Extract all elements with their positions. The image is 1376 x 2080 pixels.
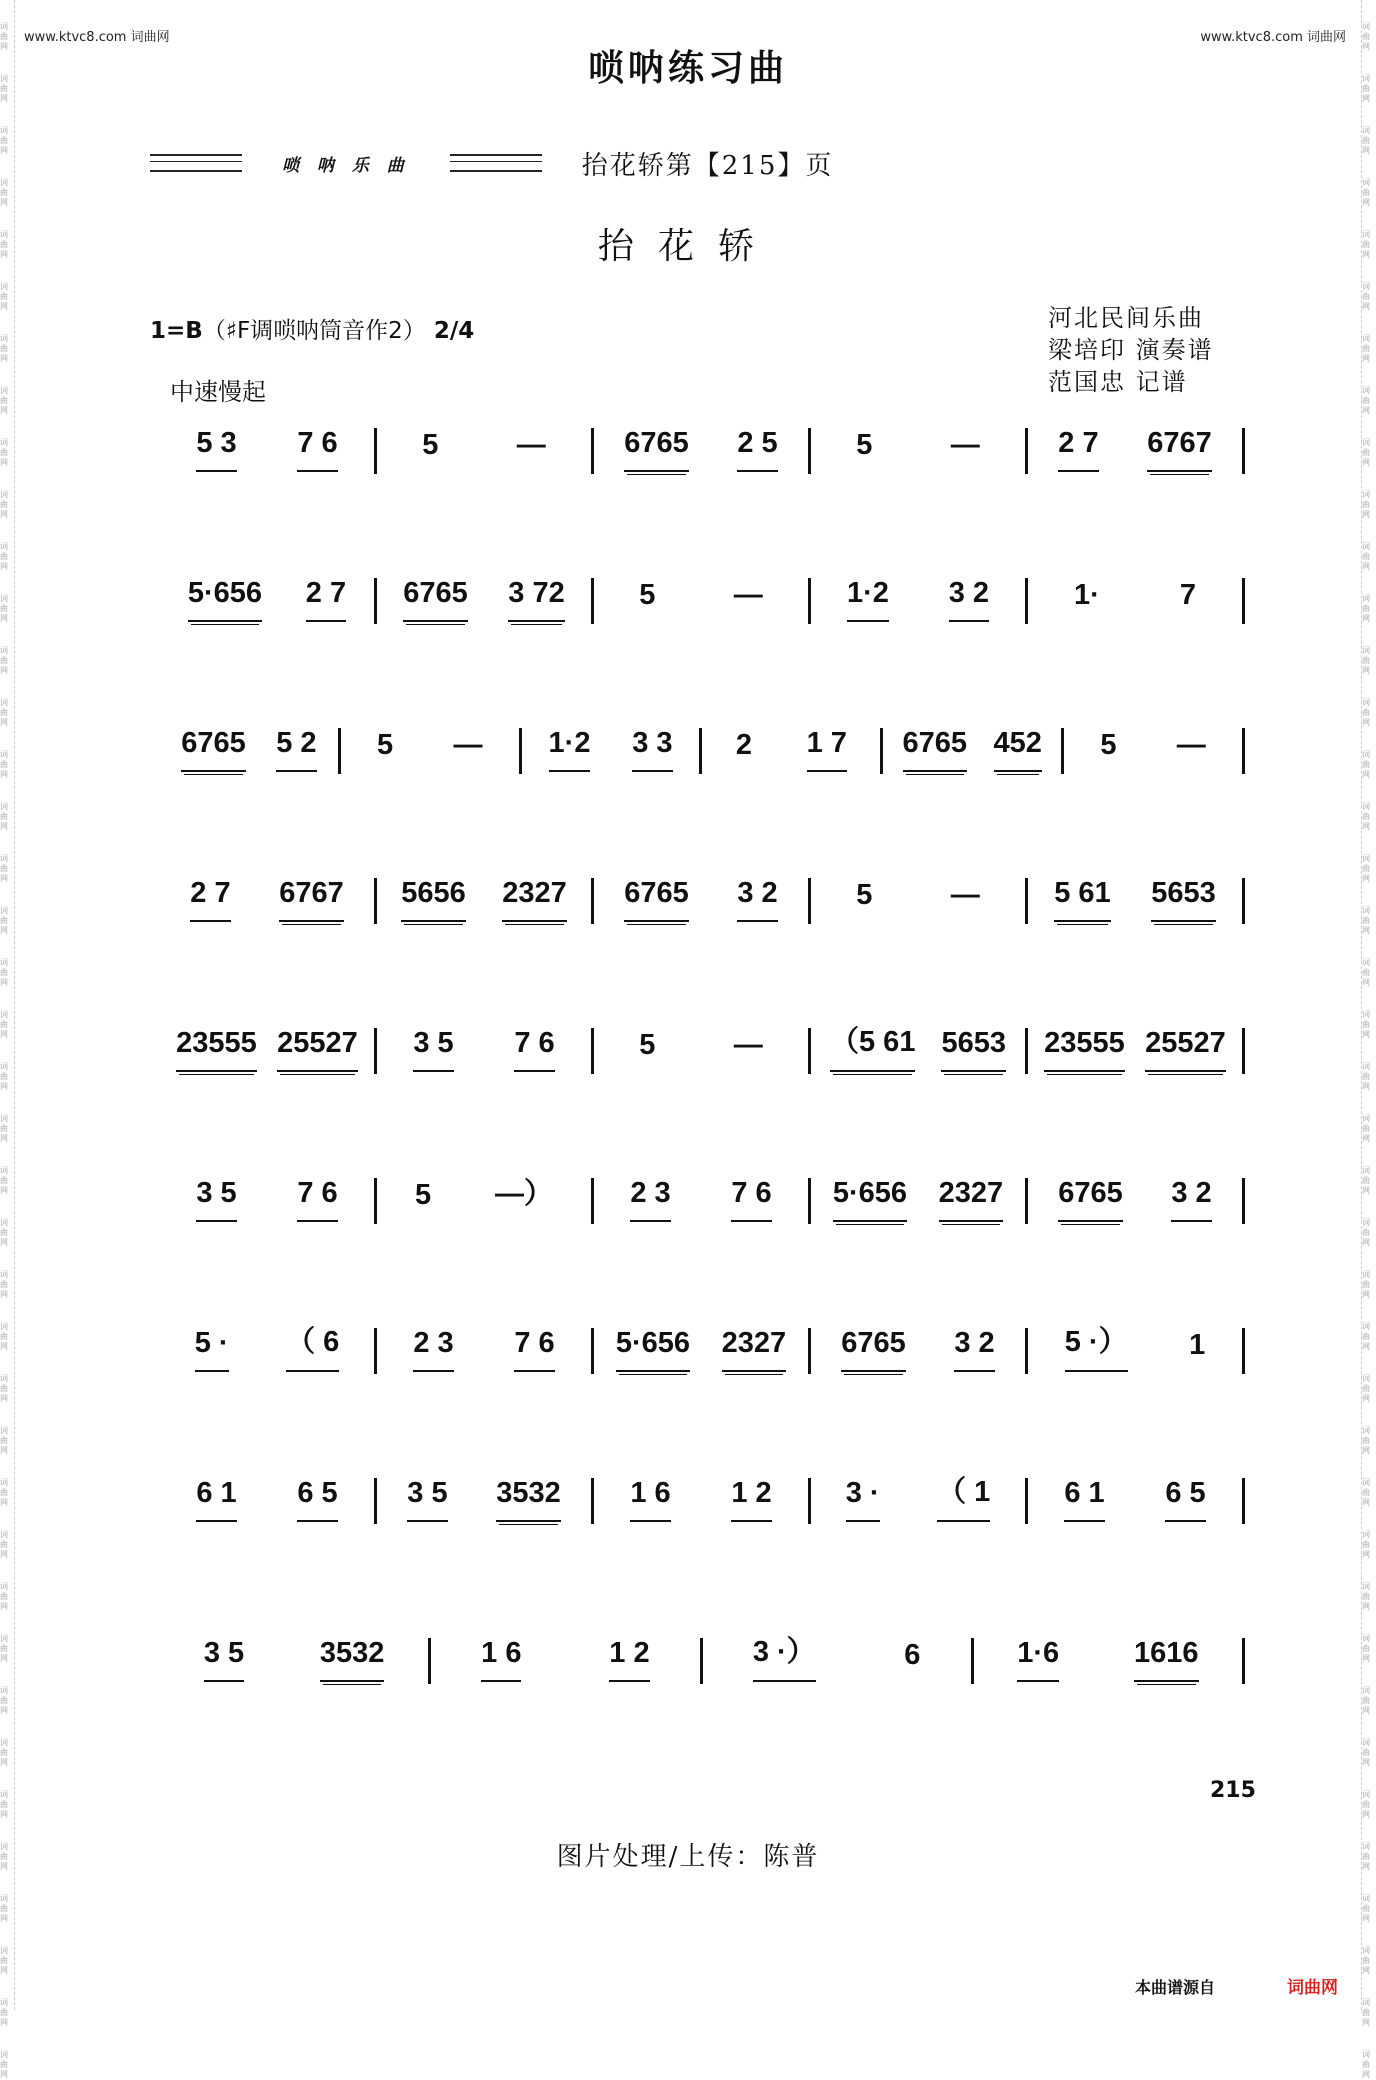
note-group: 2 3 <box>413 1327 453 1372</box>
note-group: 6 5 <box>297 1477 337 1522</box>
measure <box>594 1477 808 1528</box>
note-group: — <box>950 879 980 911</box>
decorative-staff-icon <box>450 154 542 172</box>
note-group: 3 2 <box>1171 1177 1211 1222</box>
measure <box>883 727 1061 778</box>
measure <box>431 1637 699 1688</box>
note-group: 2 7 <box>306 577 346 622</box>
side-watermark-text: 词曲网 <box>1362 1322 1370 1351</box>
note-group: 6765 <box>624 427 689 472</box>
score-row <box>160 1168 1245 1228</box>
note-group: 5 <box>639 1029 656 1061</box>
page-reference: 抬花轿第【215】页 <box>581 150 834 181</box>
note-group: 1 <box>1189 1329 1206 1361</box>
bar-line <box>1242 1478 1245 1524</box>
note-group: — <box>733 579 763 611</box>
score-row <box>160 868 1245 928</box>
score-row <box>160 568 1245 628</box>
watermark-url-left: www.ktvc8.com 词曲网 <box>24 30 170 45</box>
side-watermark-text: 词曲网 <box>1362 334 1370 363</box>
note-group: （5 61 <box>830 1019 915 1072</box>
note-group: 3 · <box>846 1477 880 1522</box>
decorative-staff-icon <box>150 154 242 172</box>
side-watermark-text: 词曲网 <box>1362 386 1370 415</box>
side-watermark-text: 词曲网 <box>1362 74 1370 103</box>
side-watermark-text: 词曲网 <box>1362 1166 1370 1195</box>
note-group: 1 7 <box>807 727 847 772</box>
side-watermark-text: 词曲网 <box>0 490 8 519</box>
note-group: 3 5 <box>196 1177 236 1222</box>
bar-line <box>1242 1328 1245 1374</box>
side-watermark-text: 词曲网 <box>0 750 8 779</box>
score-row <box>160 1468 1245 1528</box>
side-watermark-text: 词曲网 <box>1362 906 1370 935</box>
note-group: 2 7 <box>190 877 230 922</box>
credit-line: 河北民间乐曲 <box>1048 304 1204 332</box>
side-watermark-text: 词曲网 <box>1362 1010 1370 1039</box>
page-number: 215 <box>1210 1778 1256 1803</box>
side-watermark-text: 词曲网 <box>0 438 8 467</box>
note-group: 5 <box>1100 729 1117 761</box>
note-group: 5 <box>856 429 873 461</box>
side-watermark-text: 词曲网 <box>0 1374 8 1403</box>
note-group: 3 72 <box>508 577 564 622</box>
note-group: 7 6 <box>297 1177 337 1222</box>
side-watermark-text: 词曲网 <box>0 854 8 883</box>
bar-line <box>1242 1638 1245 1684</box>
side-watermark-text: 词曲网 <box>0 1062 8 1091</box>
score-row <box>160 1318 1245 1378</box>
side-watermark-text: 词曲网 <box>0 698 8 727</box>
measure <box>377 1327 591 1378</box>
side-watermark-text: 词曲网 <box>0 542 8 571</box>
key: 1=B <box>150 318 203 344</box>
time-signature: 2/4 <box>433 318 475 344</box>
note-group: 6765 <box>903 727 968 772</box>
note-group: 7 6 <box>297 427 337 472</box>
measure <box>594 579 808 628</box>
side-watermark-text: 词曲网 <box>1362 698 1370 727</box>
measure <box>594 1029 808 1078</box>
note-group: 23555 <box>176 1027 257 1072</box>
note-group: — <box>733 1029 763 1061</box>
side-watermark-text: 词曲网 <box>0 230 8 259</box>
note-group: 3532 <box>320 1637 385 1682</box>
band-label: 唢 呐 乐 曲 <box>282 155 410 176</box>
note-group: —） <box>495 1178 554 1210</box>
measure <box>811 1177 1025 1228</box>
side-watermark-text: 词曲网 <box>1362 1426 1370 1455</box>
measure <box>522 727 700 778</box>
note-group: 5 ·） <box>1065 1319 1128 1372</box>
measure <box>811 1019 1025 1078</box>
left-watermark-strip <box>0 0 15 2079</box>
note-group: 5 <box>856 879 873 911</box>
note-group: 6765 <box>841 1327 906 1372</box>
side-watermark-text: 词曲网 <box>1362 1738 1370 1767</box>
watermark-url-right: www.ktvc8.com 词曲网 <box>1200 30 1346 45</box>
bar-line <box>1242 878 1245 924</box>
key-note: （♯F调唢呐筒音作2） <box>202 318 426 344</box>
note-group: 1 6 <box>630 1477 670 1522</box>
side-watermark-text: 词曲网 <box>1362 438 1370 467</box>
note-group: 5 · <box>195 1327 229 1372</box>
measure <box>1028 579 1242 628</box>
note-group: 3 5 <box>407 1477 447 1522</box>
measure <box>594 427 808 478</box>
side-watermark-text: 词曲网 <box>0 1582 8 1611</box>
note-group: — <box>950 429 980 461</box>
measure <box>1028 1177 1242 1228</box>
side-watermark-text: 词曲网 <box>1362 178 1370 207</box>
note-group: 1 2 <box>731 1477 771 1522</box>
side-watermark-text: 词曲网 <box>0 334 8 363</box>
note-group: 7 6 <box>514 1027 554 1072</box>
side-watermark-text: 词曲网 <box>1362 854 1370 883</box>
note-group: 6 <box>904 1639 921 1671</box>
note-group: 5 <box>377 729 394 761</box>
note-group: 3 5 <box>413 1027 453 1072</box>
side-watermark-text: 词曲网 <box>1362 1686 1370 1715</box>
side-watermark-text: 词曲网 <box>1362 1582 1370 1611</box>
note-group: 2 <box>735 729 752 761</box>
note-group: 5·656 <box>616 1327 690 1372</box>
side-watermark-text: 词曲网 <box>1362 542 1370 571</box>
side-watermark-text: 词曲网 <box>0 1738 8 1767</box>
bar-line <box>1242 1028 1245 1074</box>
side-watermark-text: 词曲网 <box>1362 1478 1370 1507</box>
side-watermark-text: 词曲网 <box>0 1790 8 1819</box>
side-watermark-text: 词曲网 <box>0 1634 8 1663</box>
side-watermark-text: 词曲网 <box>0 22 8 51</box>
measure <box>594 1177 808 1228</box>
note-group: — <box>1176 729 1206 761</box>
note-group: 6767 <box>279 877 344 922</box>
measure <box>1064 729 1242 778</box>
measure <box>160 1027 374 1078</box>
song-title: 抬花轿 <box>597 226 778 267</box>
note-group: 452 <box>994 727 1042 772</box>
note-group: — <box>516 429 546 461</box>
note-group: 3 2 <box>949 577 989 622</box>
side-watermark-text: 词曲网 <box>0 1842 8 1871</box>
note-group: 2 3 <box>630 1177 670 1222</box>
measure <box>341 729 519 778</box>
measure <box>160 577 374 628</box>
note-group: — <box>453 729 483 761</box>
side-watermark-text: 词曲网 <box>0 178 8 207</box>
measure <box>160 727 338 778</box>
bar-line <box>1242 1178 1245 1224</box>
side-watermark-text: 词曲网 <box>0 1894 8 1923</box>
measure <box>811 1327 1025 1378</box>
side-watermark-text: 词曲网 <box>0 802 8 831</box>
note-group: （ 6 <box>286 1319 339 1372</box>
note-group: 5 2 <box>276 727 316 772</box>
note-group: 2 5 <box>737 427 777 472</box>
note-group: 3532 <box>496 1477 561 1522</box>
measure <box>377 429 591 478</box>
note-group: 6765 <box>1058 1177 1123 1222</box>
side-watermark-text: 词曲网 <box>0 1686 8 1715</box>
note-group: 6767 <box>1147 427 1212 472</box>
note-group: 7 6 <box>514 1327 554 1372</box>
note-group: 1616 <box>1134 1637 1199 1682</box>
measure <box>811 879 1025 928</box>
side-watermark-text: 词曲网 <box>1362 958 1370 987</box>
note-group: 1· <box>1074 579 1100 611</box>
side-watermark-text: 词曲网 <box>0 1322 8 1351</box>
uploader-credit: 图片处理/上传：陈普 <box>556 1842 820 1872</box>
score-row <box>160 1628 1245 1688</box>
measure <box>703 1629 971 1688</box>
score-row <box>160 718 1245 778</box>
note-group: 3 2 <box>954 1327 994 1372</box>
note-group: 6765 <box>624 877 689 922</box>
note-group: 25527 <box>1145 1027 1226 1072</box>
credit-line: 范国忠 记谱 <box>1048 368 1188 396</box>
side-watermark-text: 词曲网 <box>1362 230 1370 259</box>
measure <box>160 1477 374 1528</box>
measure <box>377 1171 591 1228</box>
bar-line <box>1242 578 1245 624</box>
side-watermark-text: 词曲网 <box>1362 1218 1370 1247</box>
measure <box>377 1477 591 1528</box>
side-watermark-text: 词曲网 <box>1362 490 1370 519</box>
measure <box>594 877 808 928</box>
measure <box>1028 877 1242 928</box>
note-group: 5653 <box>941 1027 1006 1072</box>
measure <box>974 1637 1242 1688</box>
side-watermark-text: 词曲网 <box>1362 1114 1370 1143</box>
side-watermark-text: 词曲网 <box>1362 1062 1370 1091</box>
page-title: 唢呐练习曲 <box>587 47 788 89</box>
source-note: 本曲谱源自 <box>1135 1978 1216 1997</box>
side-watermark-text: 词曲网 <box>1362 126 1370 155</box>
side-watermark-text: 词曲网 <box>1362 594 1370 623</box>
note-group: 5 <box>422 429 439 461</box>
credit-line: 梁培印 演奏谱 <box>1048 336 1214 364</box>
side-watermark-text: 词曲网 <box>0 958 8 987</box>
side-watermark-text: 词曲网 <box>0 1114 8 1143</box>
note-group: 3 ·） <box>753 1629 816 1682</box>
measure <box>811 429 1025 478</box>
measure <box>702 727 880 778</box>
side-watermark-text: 词曲网 <box>0 282 8 311</box>
score-row <box>160 418 1245 478</box>
measure <box>1028 1319 1242 1378</box>
measure <box>160 427 374 478</box>
side-watermark-text: 词曲网 <box>0 594 8 623</box>
side-watermark-text: 词曲网 <box>1362 1634 1370 1663</box>
note-group: 5 <box>639 579 656 611</box>
side-watermark-text: 词曲网 <box>0 1998 8 2027</box>
side-watermark-text: 词曲网 <box>0 1218 8 1247</box>
side-watermark-text: 词曲网 <box>0 1530 8 1559</box>
note-group: 5656 <box>401 877 466 922</box>
side-watermark-text: 词曲网 <box>1362 282 1370 311</box>
right-watermark-strip <box>1361 0 1376 2079</box>
measure <box>377 1027 591 1078</box>
side-watermark-text: 词曲网 <box>1362 2050 1370 2079</box>
measure <box>160 1177 374 1228</box>
side-watermark-text: 词曲网 <box>1362 802 1370 831</box>
note-group: 6765 <box>181 727 246 772</box>
note-group: 7 6 <box>731 1177 771 1222</box>
note-group: 1·6 <box>1017 1637 1059 1682</box>
side-watermark-text: 词曲网 <box>0 1270 8 1299</box>
measure <box>1028 1027 1242 1078</box>
note-group: 2327 <box>722 1327 787 1372</box>
side-watermark-text: 词曲网 <box>1362 1946 1370 1975</box>
measure <box>1028 1477 1242 1528</box>
side-watermark-text: 词曲网 <box>1362 1270 1370 1299</box>
note-group: 6 1 <box>196 1477 236 1522</box>
side-watermark-text: 词曲网 <box>1362 1790 1370 1819</box>
note-group: 5 <box>414 1179 432 1211</box>
measure <box>377 577 591 628</box>
side-watermark-text: 词曲网 <box>0 1166 8 1195</box>
side-watermark-text: 词曲网 <box>0 646 8 675</box>
note-group: （ 1 <box>937 1469 990 1522</box>
bar-line <box>1242 428 1245 474</box>
side-watermark-text: 词曲网 <box>0 2050 8 2079</box>
key-signature <box>150 312 474 345</box>
measure <box>811 1469 1025 1528</box>
measure <box>1028 427 1242 478</box>
measure <box>594 1327 808 1378</box>
side-watermark-text: 词曲网 <box>0 906 8 935</box>
side-watermark-text: 词曲网 <box>1362 750 1370 779</box>
note-group: 5 3 <box>196 427 236 472</box>
side-watermark-text: 词曲网 <box>1362 1842 1370 1871</box>
credits <box>1048 302 1214 398</box>
side-watermark-text: 词曲网 <box>1362 1374 1370 1403</box>
note-group: 2327 <box>939 1177 1004 1222</box>
measure <box>160 1637 428 1688</box>
tempo-marking: 中速慢起 <box>170 378 266 406</box>
measure <box>160 877 374 928</box>
measure <box>377 877 591 928</box>
side-watermark-text: 词曲网 <box>0 1426 8 1455</box>
note-group: 3 3 <box>632 727 672 772</box>
note-group: 23555 <box>1044 1027 1125 1072</box>
side-watermark-text: 词曲网 <box>0 1946 8 1975</box>
measure <box>811 577 1025 628</box>
side-watermark-text: 词曲网 <box>1362 22 1370 51</box>
note-group: 6765 <box>403 577 468 622</box>
note-group: 1 6 <box>481 1637 521 1682</box>
note-group: 5653 <box>1151 877 1216 922</box>
note-group: 3 2 <box>737 877 777 922</box>
note-group: 1·2 <box>847 577 889 622</box>
note-group: 6 1 <box>1064 1477 1104 1522</box>
score-row <box>160 1018 1245 1078</box>
note-group: 5·656 <box>833 1177 907 1222</box>
measure <box>160 1319 374 1378</box>
bar-line <box>1242 728 1245 774</box>
source-brand: 词曲网 <box>1287 1978 1338 1998</box>
note-group: 3 5 <box>204 1637 244 1682</box>
note-group: 2 7 <box>1058 427 1098 472</box>
note-group: 2327 <box>502 877 567 922</box>
side-watermark-text: 词曲网 <box>0 1010 8 1039</box>
note-group: 5 61 <box>1054 877 1110 922</box>
note-group: 5·656 <box>188 577 262 622</box>
note-group: 7 <box>1179 579 1196 611</box>
side-watermark-text: 词曲网 <box>0 126 8 155</box>
note-group: 1 2 <box>609 1637 649 1682</box>
side-watermark-text: 词曲网 <box>1362 646 1370 675</box>
header-band <box>150 146 833 180</box>
note-group: 6 5 <box>1165 1477 1205 1522</box>
side-watermark-text: 词曲网 <box>1362 1894 1370 1923</box>
side-watermark-text: 词曲网 <box>1362 1530 1370 1559</box>
note-group: 1·2 <box>549 727 591 772</box>
side-watermark-text: 词曲网 <box>0 74 8 103</box>
side-watermark-text: 词曲网 <box>1362 1998 1370 2027</box>
side-watermark-text: 词曲网 <box>0 1478 8 1507</box>
side-watermark-text: 词曲网 <box>0 386 8 415</box>
note-group: 25527 <box>277 1027 358 1072</box>
